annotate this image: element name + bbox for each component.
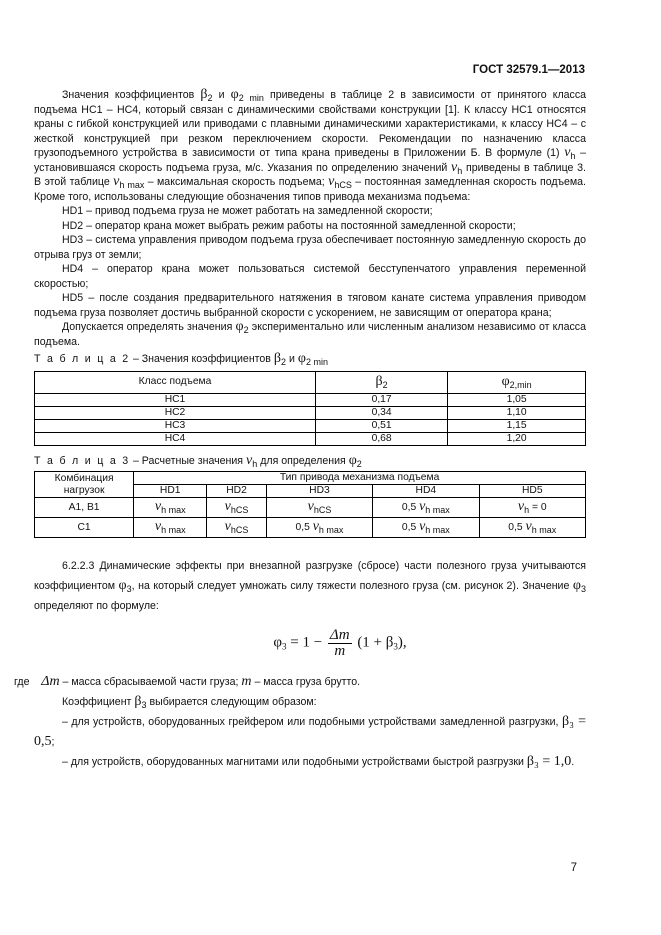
table-header-row xyxy=(35,371,586,393)
table3 xyxy=(34,471,586,538)
table-row: HC3 0,51 1,15 xyxy=(35,419,586,432)
table-header-row: HD1 HD2 HD3 HD4 HD5 xyxy=(35,485,586,498)
table2 xyxy=(34,371,586,446)
hd-item: HD2 – оператор крана может выбрать режим работы на постоянной замедленной скорости; xyxy=(62,219,516,232)
table-row: HC4 0,68 1,20 xyxy=(35,432,586,445)
table-row: HC2 0,34 1,10 xyxy=(35,406,586,419)
col-header-beta2: $\beta_2$ xyxy=(316,371,448,393)
beta3-item-grab: – для устройств, оборудованных грейфером или подобными устройствами замедленной разгрузки, β₃ = 0,5; xyxy=(34,714,586,749)
standard-header: ГОСТ 32579.1—2013 xyxy=(472,64,585,76)
page-number: 7 xyxy=(570,862,577,874)
col-header-phi2min: $\varphi_{2,min}$ xyxy=(448,371,586,393)
paragraph-phi2-experimental: Допускается определять значения $\varphi_2$ экспериментально или численным анализом независимо от класса подъема. xyxy=(34,319,586,348)
hd-item: HD1 – привод подъема груза не может работать на замедленной скорости; xyxy=(62,205,433,217)
paragraph-6-2-2-3: 6.2.2.3 Динамические эффекты при внезапной разгрузке (сбросе) части полезного груза учитываются коэффициентом $\varphi_3$, на который следует умножать силу тяжести полезного груза (см. рисунок 2). Значение $\varphi_3$ определяют по формуле: xyxy=(34,560,586,612)
table-row: C1 $v_{h max}$ $v_{hCS}$ 0,5 $v_{h max}$ 0,5 $v_{h max}$ 0,5 $v_{h max}$ xyxy=(35,518,586,538)
group-header: Тип привода механизма подъема xyxy=(134,472,586,485)
formula-phi3: $\varphi_3 = 1$ − $\frac{\Delta m}{m}$ $(1 + \beta_3)$, xyxy=(273,627,407,659)
hd-item: HD5 – после создания предварительного натяжения в тяговом канате система управления приводом подъема груза позволяет достичь выбранной скорости с ускорением, не зависящим от оператора крана; xyxy=(34,292,586,319)
table-row: HC1 0,17 1,05 xyxy=(35,393,586,406)
paragraph-beta2-phi2: Значения коэффициентов $\beta_2$ и $\varphi_{2 min}$ приведены в таблице 2 в зависимости от принятого класса подъема HC1 – HC4, который связан с динамическими свойствами конструкции [1]. К классу HC1 относятся краны с гибкой конструкцией или приводами с плавными динамическими характеристиками, к классу HC4 – с жесткой конструкцией при резком переключением скорости. Рекомендации по назначению класса грузоподъемного устройства в зависимости от типа крана приведены в Приложении Б. В формуле (1) $v_h$ – установившаяся скорость подъема груза, м/с. Указания по определению значений $v_h$ приведены в таблице 3. В этой таблице $v_{h max}$ – максимальная скорость подъема; $v_{hCS}$ – постоянная замедленная скорость подъема. Кроме того, использованы следующие обозначения типов привода механизма подъема: xyxy=(34,87,587,203)
page-body xyxy=(14,87,587,772)
table-header-row xyxy=(35,472,586,485)
col-header: Комбинация нагрузок xyxy=(35,472,134,498)
beta3-item-magnet: – для устройств, оборудованных магнитами или подобными устройствами быстрой разгрузки β₃ = 1,0. xyxy=(62,754,575,769)
table3-caption: Т а б л и ц а 3 – Расчетные значения $v_h$ для определения $\varphi_2$ xyxy=(34,452,362,469)
hd-item: HD4 – оператор крана может пользоваться системой бесступенчатого управления переменной скоростью; xyxy=(34,263,586,290)
table-row: A1, B1 $v_{h max}$ $v_{hCS}$ $v_{hCS}$ 0,5 $v_{h max}$ $v_h = 0$ xyxy=(35,498,586,518)
paragraph-where: где Δm – масса сбрасываемой части груза; m – масса груза брутто. xyxy=(14,674,361,689)
hd-item: HD3 – система управления приводом подъема груза обеспечивает постоянную замедленную скорость до отрыва груз от земли; xyxy=(34,234,586,261)
paragraph-beta3: Коэффициент $\beta_3$ выбирается следующим образом: xyxy=(62,694,317,710)
table2-caption: Т а б л и ц а 2 – Значения коэффициентов $\beta_2$ и $\varphi_{2 min}$ xyxy=(34,351,328,367)
col-header: Класс подъема xyxy=(35,371,316,393)
fraction: $\frac{\Delta m}{m}$ xyxy=(329,627,350,659)
